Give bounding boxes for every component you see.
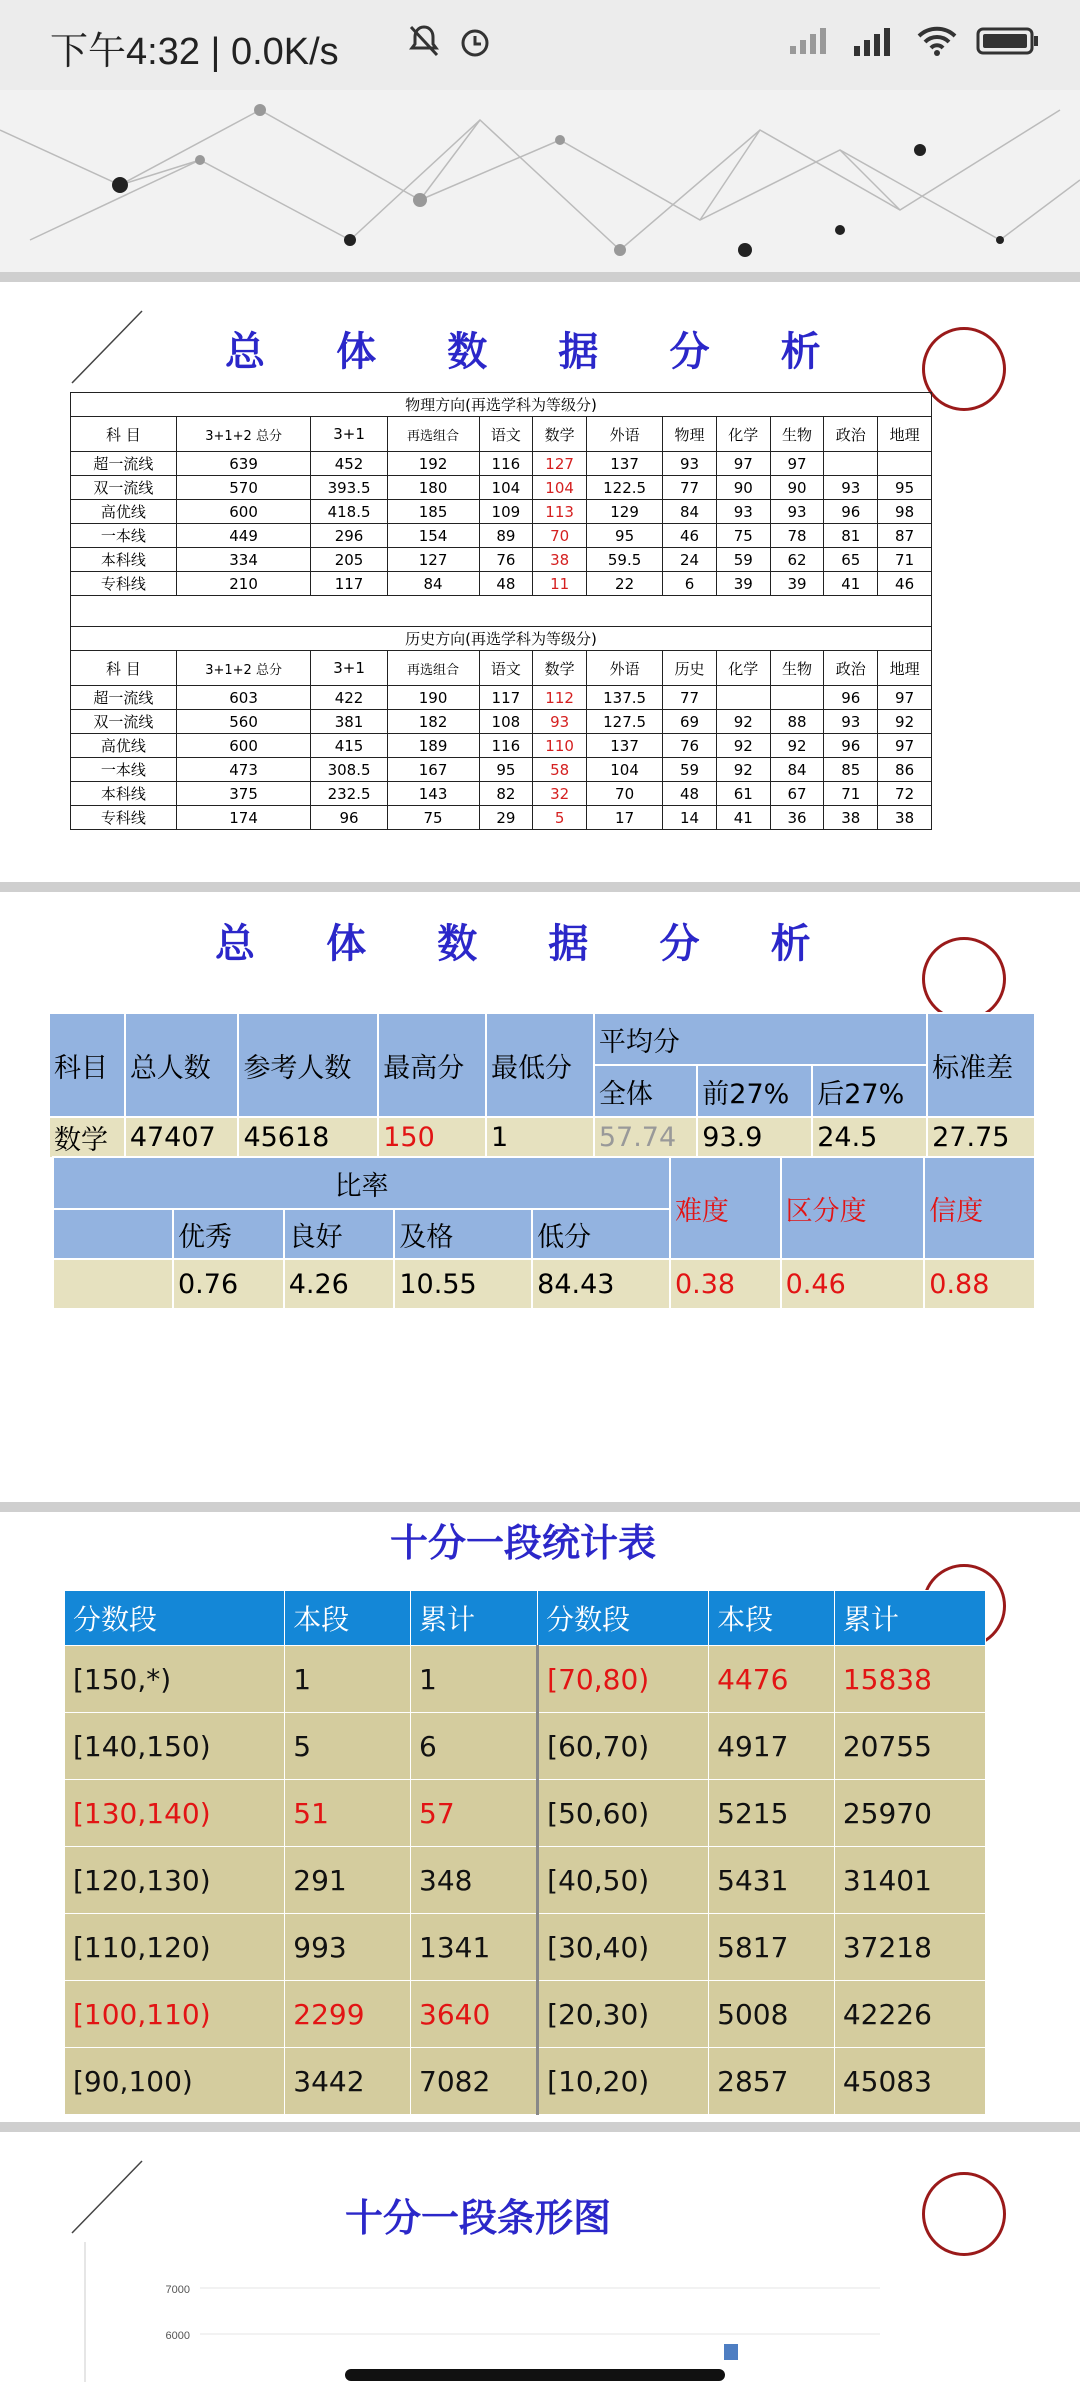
rate-table: [52, 1156, 1036, 1310]
table-cell: [90,100): [65, 2048, 285, 2115]
table-cell: 5817: [709, 1914, 835, 1981]
val-low: 84.43: [532, 1259, 670, 1309]
val-pass: 10.55: [394, 1259, 532, 1309]
table-cell: 560: [176, 710, 311, 734]
column-header: 3+1: [311, 651, 387, 686]
table-cell: 本科线: [71, 782, 177, 806]
column-header: 科 目: [71, 651, 177, 686]
table-cell: 48: [479, 572, 533, 596]
table-cell: 25970: [834, 1780, 985, 1847]
column-header: 外语: [587, 417, 663, 452]
col-takers: 参考人数: [238, 1013, 378, 1117]
mute-bell-icon: [408, 24, 440, 58]
table-cell: 29: [479, 806, 533, 830]
table-cell: 41: [824, 572, 878, 596]
table-cell: [140,150): [65, 1713, 285, 1780]
table-cell: 1: [285, 1646, 411, 1713]
column-header: 分数段: [65, 1591, 285, 1646]
table-cell: 182: [387, 710, 479, 734]
table-cell: 96: [824, 686, 878, 710]
table-cell: 51: [285, 1780, 411, 1847]
table-cell: 415: [311, 734, 387, 758]
table-cell: 97: [716, 452, 770, 476]
table-cell: 603: [176, 686, 311, 710]
separator: [0, 882, 1080, 892]
column-header: 本段: [709, 1591, 835, 1646]
column-header: 3+1+2 总分: [176, 417, 311, 452]
table-cell: 393.5: [311, 476, 387, 500]
table-cell: 70: [587, 782, 663, 806]
y-tick-7000: 7000: [165, 2284, 190, 2296]
corner-line-decoration: [70, 2157, 150, 2237]
table-cell: 308.5: [311, 758, 387, 782]
table-cell: 117: [479, 686, 533, 710]
column-header: 数学: [533, 417, 587, 452]
column-header: 地理: [878, 417, 932, 452]
table-cell: 1: [411, 1646, 538, 1713]
table-cell: 89: [479, 524, 533, 548]
table-cell: 116: [479, 734, 533, 758]
table-cell: 31401: [834, 1847, 985, 1914]
table-cell: 167: [387, 758, 479, 782]
val-difficulty: 0.38: [670, 1259, 781, 1309]
overview-table: [70, 392, 932, 830]
table-cell: [20,30): [538, 1981, 709, 2048]
table-cell: 82: [479, 782, 533, 806]
table-cell: 6: [663, 572, 717, 596]
table-cell: 154: [387, 524, 479, 548]
val-good: 4.26: [284, 1259, 395, 1309]
column-header: 3+1: [311, 417, 387, 452]
signal-icon: [788, 26, 834, 56]
table-cell: 59: [716, 548, 770, 572]
table-cell: 98: [878, 500, 932, 524]
table-cell: 2857: [709, 2048, 835, 2115]
table-cell: 108: [479, 710, 533, 734]
table-cell: 113: [533, 500, 587, 524]
table-cell: 42226: [834, 1981, 985, 2048]
table-cell: 5215: [709, 1780, 835, 1847]
status-icons: [408, 24, 1040, 58]
table-cell: 192: [387, 452, 479, 476]
table-cell: 180: [387, 476, 479, 500]
table-cell: 88: [770, 710, 824, 734]
table-cell: 93: [770, 500, 824, 524]
table-cell: 专科线: [71, 806, 177, 830]
table-cell: 1341: [411, 1914, 538, 1981]
table-cell: 22: [587, 572, 663, 596]
column-header: 生物: [770, 651, 824, 686]
table-cell: 3442: [285, 2048, 411, 2115]
table-cell: 189: [387, 734, 479, 758]
column-header: 再选组合: [387, 417, 479, 452]
table-cell: 449: [176, 524, 311, 548]
table-cell: 61: [716, 782, 770, 806]
col-discrimination: 区分度: [781, 1157, 925, 1259]
table-cell: 129: [587, 500, 663, 524]
table-cell: 96: [311, 806, 387, 830]
table-cell: 127.5: [587, 710, 663, 734]
table-cell: 5008: [709, 1981, 835, 2048]
table-cell: 84: [387, 572, 479, 596]
table-cell: 122.5: [587, 476, 663, 500]
table-cell: 20755: [834, 1713, 985, 1780]
column-header: 地理: [878, 651, 932, 686]
table-cell: 97: [878, 734, 932, 758]
val-excellent: 0.76: [173, 1259, 284, 1309]
direction-header: 物理方向(再选学科为等级分): [71, 393, 932, 417]
table-cell: 422: [311, 686, 387, 710]
table-cell: 600: [176, 734, 311, 758]
table-cell: 超一流线: [71, 452, 177, 476]
empty-cell: [53, 1259, 173, 1309]
table-cell: 993: [285, 1914, 411, 1981]
table-cell: 5: [533, 806, 587, 830]
table-cell: 45083: [834, 2048, 985, 2115]
table-cell: 67: [770, 782, 824, 806]
table-cell: 81: [824, 524, 878, 548]
table-cell: 570: [176, 476, 311, 500]
table-cell: 11: [533, 572, 587, 596]
row-total: 47407: [125, 1117, 239, 1158]
table-cell: 104: [587, 758, 663, 782]
table-cell: [120,130): [65, 1847, 285, 1914]
table-cell: 75: [387, 806, 479, 830]
row-subject: 数学: [49, 1117, 125, 1158]
col-avg: 平均分: [594, 1013, 927, 1065]
spacer-row: [71, 596, 932, 627]
table-cell: 双一流线: [71, 476, 177, 500]
table-cell: 37218: [834, 1914, 985, 1981]
table-cell: [40,50): [538, 1847, 709, 1914]
table-cell: 96: [824, 500, 878, 524]
table-cell: 7082: [411, 2048, 538, 2115]
col-bottom27: 后27%: [812, 1065, 927, 1117]
status-bar: [0, 0, 1080, 90]
table-cell: 36: [770, 806, 824, 830]
table-cell: 205: [311, 548, 387, 572]
table-cell: 95: [479, 758, 533, 782]
table-cell: 375: [176, 782, 311, 806]
table-cell: [50,60): [538, 1780, 709, 1847]
table-cell: 334: [176, 548, 311, 572]
column-header: 累计: [834, 1591, 985, 1646]
table-cell: 473: [176, 758, 311, 782]
table-cell: [716, 686, 770, 710]
row-std: 27.75: [927, 1117, 1035, 1158]
table-cell: 97: [770, 452, 824, 476]
header-graphic: [0, 90, 1080, 272]
column-header: 语文: [479, 417, 533, 452]
table-cell: 高优线: [71, 500, 177, 524]
table-cell: 62: [770, 548, 824, 572]
table-cell: 93: [716, 500, 770, 524]
table-cell: 71: [878, 548, 932, 572]
table-cell: 92: [716, 758, 770, 782]
column-header: 分数段: [538, 1591, 709, 1646]
alarm-icon: [458, 24, 492, 58]
table-cell: 本科线: [71, 548, 177, 572]
table-cell: 109: [479, 500, 533, 524]
row-min: 1: [486, 1117, 594, 1158]
slide-title: 十分一段统计表: [390, 1523, 657, 1565]
table-cell: 92: [878, 710, 932, 734]
table-cell: 5431: [709, 1847, 835, 1914]
table-cell: 46: [878, 572, 932, 596]
column-header: 科 目: [71, 417, 177, 452]
table-cell: 418.5: [311, 500, 387, 524]
row-bottom27: 24.5: [812, 1117, 927, 1158]
slide-ten-point-table: [0, 1512, 1080, 2122]
table-cell: 110: [533, 734, 587, 758]
col-pass: 及格: [394, 1209, 532, 1259]
table-cell: 137: [587, 452, 663, 476]
home-indicator[interactable]: [345, 2369, 725, 2381]
direction-header: 历史方向(再选学科为等级分): [71, 627, 932, 651]
table-cell: 90: [770, 476, 824, 500]
table-cell: 58: [533, 758, 587, 782]
table-cell: 一本线: [71, 758, 177, 782]
col-max: 最高分: [378, 1013, 486, 1117]
table-cell: 双一流线: [71, 710, 177, 734]
table-cell: 137.5: [587, 686, 663, 710]
column-header: 数学: [533, 651, 587, 686]
table-cell: 381: [311, 710, 387, 734]
table-cell: 190: [387, 686, 479, 710]
separator: [0, 272, 1080, 282]
column-header: 历史: [663, 651, 717, 686]
table-cell: 38: [533, 548, 587, 572]
table-cell: 48: [663, 782, 717, 806]
column-header: 外语: [587, 651, 663, 686]
table-cell: 超一流线: [71, 686, 177, 710]
table-cell: 174: [176, 806, 311, 830]
table-cell: [150,*): [65, 1646, 285, 1713]
col-low: 低分: [532, 1209, 670, 1259]
chart-bar: [724, 2344, 738, 2360]
table-cell: [110,120): [65, 1914, 285, 1981]
col-all: 全体: [594, 1065, 697, 1117]
column-header: 化学: [716, 417, 770, 452]
table-cell: [100,110): [65, 1981, 285, 2048]
column-header: 化学: [716, 651, 770, 686]
table-cell: [60,70): [538, 1713, 709, 1780]
table-cell: [770, 686, 824, 710]
column-header: 物理: [663, 417, 717, 452]
table-cell: 3640: [411, 1981, 538, 2048]
row-top27: 93.9: [697, 1117, 812, 1158]
table-cell: 143: [387, 782, 479, 806]
table-cell: 一本线: [71, 524, 177, 548]
table-cell: 112: [533, 686, 587, 710]
table-cell: [30,40): [538, 1914, 709, 1981]
table-cell: 38: [878, 806, 932, 830]
table-cell: 117: [311, 572, 387, 596]
table-cell: 39: [770, 572, 824, 596]
table-cell: 93: [824, 476, 878, 500]
table-cell: 32: [533, 782, 587, 806]
table-cell: 41: [716, 806, 770, 830]
col-total: 总人数: [125, 1013, 239, 1117]
table-cell: 104: [533, 476, 587, 500]
table-cell: 185: [387, 500, 479, 524]
slide-overview-table: [0, 282, 1080, 882]
table-cell: 59: [663, 758, 717, 782]
table-cell: 93: [533, 710, 587, 734]
math-summary-table: [48, 1012, 1036, 1159]
table-cell: 348: [411, 1847, 538, 1914]
column-header: 语文: [479, 651, 533, 686]
empty-cell: [53, 1209, 173, 1259]
table-cell: 77: [663, 476, 717, 500]
table-cell: 65: [824, 548, 878, 572]
battery-icon: [976, 25, 1040, 57]
hd-signal-icon: [852, 24, 898, 58]
col-excellent: 优秀: [173, 1209, 284, 1259]
table-cell: 92: [716, 710, 770, 734]
table-cell: 57: [411, 1780, 538, 1847]
column-header: 政治: [824, 417, 878, 452]
table-cell: 452: [311, 452, 387, 476]
table-cell: 77: [663, 686, 717, 710]
table-cell: 5: [285, 1713, 411, 1780]
table-cell: 69: [663, 710, 717, 734]
table-cell: 92: [716, 734, 770, 758]
slide-title: 总 体 数 据 分 析: [215, 922, 841, 966]
column-header: 3+1+2 总分: [176, 651, 311, 686]
table-cell: 72: [878, 782, 932, 806]
row-takers: 45618: [238, 1117, 378, 1158]
table-cell: [10,20): [538, 2048, 709, 2115]
column-header: 本段: [285, 1591, 411, 1646]
table-cell: 137: [587, 734, 663, 758]
table-cell: 76: [479, 548, 533, 572]
table-cell: 90: [716, 476, 770, 500]
table-cell: [878, 452, 932, 476]
table-cell: 24: [663, 548, 717, 572]
val-discrimination: 0.46: [781, 1259, 925, 1309]
slide-bar-chart: [0, 2132, 1080, 2400]
school-seal-logo: [922, 2172, 1006, 2256]
table-cell: 46: [663, 524, 717, 548]
table-cell: 97: [878, 686, 932, 710]
table-cell: 76: [663, 734, 717, 758]
col-std: 标准差: [927, 1013, 1035, 1117]
table-cell: 专科线: [71, 572, 177, 596]
col-top27: 前27%: [697, 1065, 812, 1117]
slide-math-stats: [0, 892, 1080, 1502]
table-cell: 39: [716, 572, 770, 596]
table-cell: 84: [663, 500, 717, 524]
table-cell: 600: [176, 500, 311, 524]
slide-title: 总 体 数 据 分 析: [225, 330, 851, 374]
row-all: 57.74: [594, 1117, 697, 1158]
table-cell: 6: [411, 1713, 538, 1780]
status-time: 下午4:32 | 0.0K/s: [50, 31, 339, 73]
table-cell: 232.5: [311, 782, 387, 806]
corner-line-decoration: [70, 307, 150, 387]
table-cell: 85: [824, 758, 878, 782]
table-cell: 639: [176, 452, 311, 476]
table-cell: 127: [387, 548, 479, 572]
table-cell: 87: [878, 524, 932, 548]
row-max: 150: [378, 1117, 486, 1158]
table-cell: 291: [285, 1847, 411, 1914]
table-cell: 116: [479, 452, 533, 476]
table-cell: 高优线: [71, 734, 177, 758]
table-cell: 15838: [834, 1646, 985, 1713]
val-reliability: 0.88: [924, 1259, 1035, 1309]
table-cell: 96: [824, 734, 878, 758]
table-cell: 84: [770, 758, 824, 782]
table-cell: 104: [479, 476, 533, 500]
table-cell: [824, 452, 878, 476]
ten-point-table: [64, 1590, 986, 2115]
table-cell: 95: [878, 476, 932, 500]
column-header: 累计: [411, 1591, 538, 1646]
table-cell: 38: [824, 806, 878, 830]
table-cell: 127: [533, 452, 587, 476]
column-header: 再选组合: [387, 651, 479, 686]
table-cell: 95: [587, 524, 663, 548]
table-cell: 93: [663, 452, 717, 476]
table-cell: 93: [824, 710, 878, 734]
table-cell: 71: [824, 782, 878, 806]
table-cell: 92: [770, 734, 824, 758]
network-decoration: [0, 90, 1080, 272]
table-cell: 86: [878, 758, 932, 782]
bar-chart: [80, 2232, 900, 2382]
table-cell: 4917: [709, 1713, 835, 1780]
table-cell: 78: [770, 524, 824, 548]
col-rate: 比率: [53, 1157, 670, 1209]
col-difficulty: 难度: [670, 1157, 781, 1259]
column-header: 政治: [824, 651, 878, 686]
separator: [0, 1502, 1080, 1512]
slide-title: 十分一段条形图: [345, 2198, 612, 2240]
table-cell: 75: [716, 524, 770, 548]
table-cell: 59.5: [587, 548, 663, 572]
school-seal-logo: [922, 327, 1006, 411]
school-seal-logo: [922, 937, 1006, 1021]
table-cell: 70: [533, 524, 587, 548]
table-cell: 210: [176, 572, 311, 596]
y-tick-6000: 6000: [165, 2330, 190, 2342]
table-cell: 296: [311, 524, 387, 548]
col-subject: 科目: [49, 1013, 125, 1117]
wifi-icon: [916, 25, 958, 57]
table-cell: 4476: [709, 1646, 835, 1713]
separator: [0, 2122, 1080, 2132]
table-cell: [70,80): [538, 1646, 709, 1713]
col-good: 良好: [284, 1209, 395, 1259]
table-cell: 14: [663, 806, 717, 830]
col-reliability: 信度: [924, 1157, 1035, 1259]
table-cell: 2299: [285, 1981, 411, 2048]
table-cell: [130,140): [65, 1780, 285, 1847]
table-cell: 17: [587, 806, 663, 830]
column-header: 生物: [770, 417, 824, 452]
col-min: 最低分: [486, 1013, 594, 1117]
